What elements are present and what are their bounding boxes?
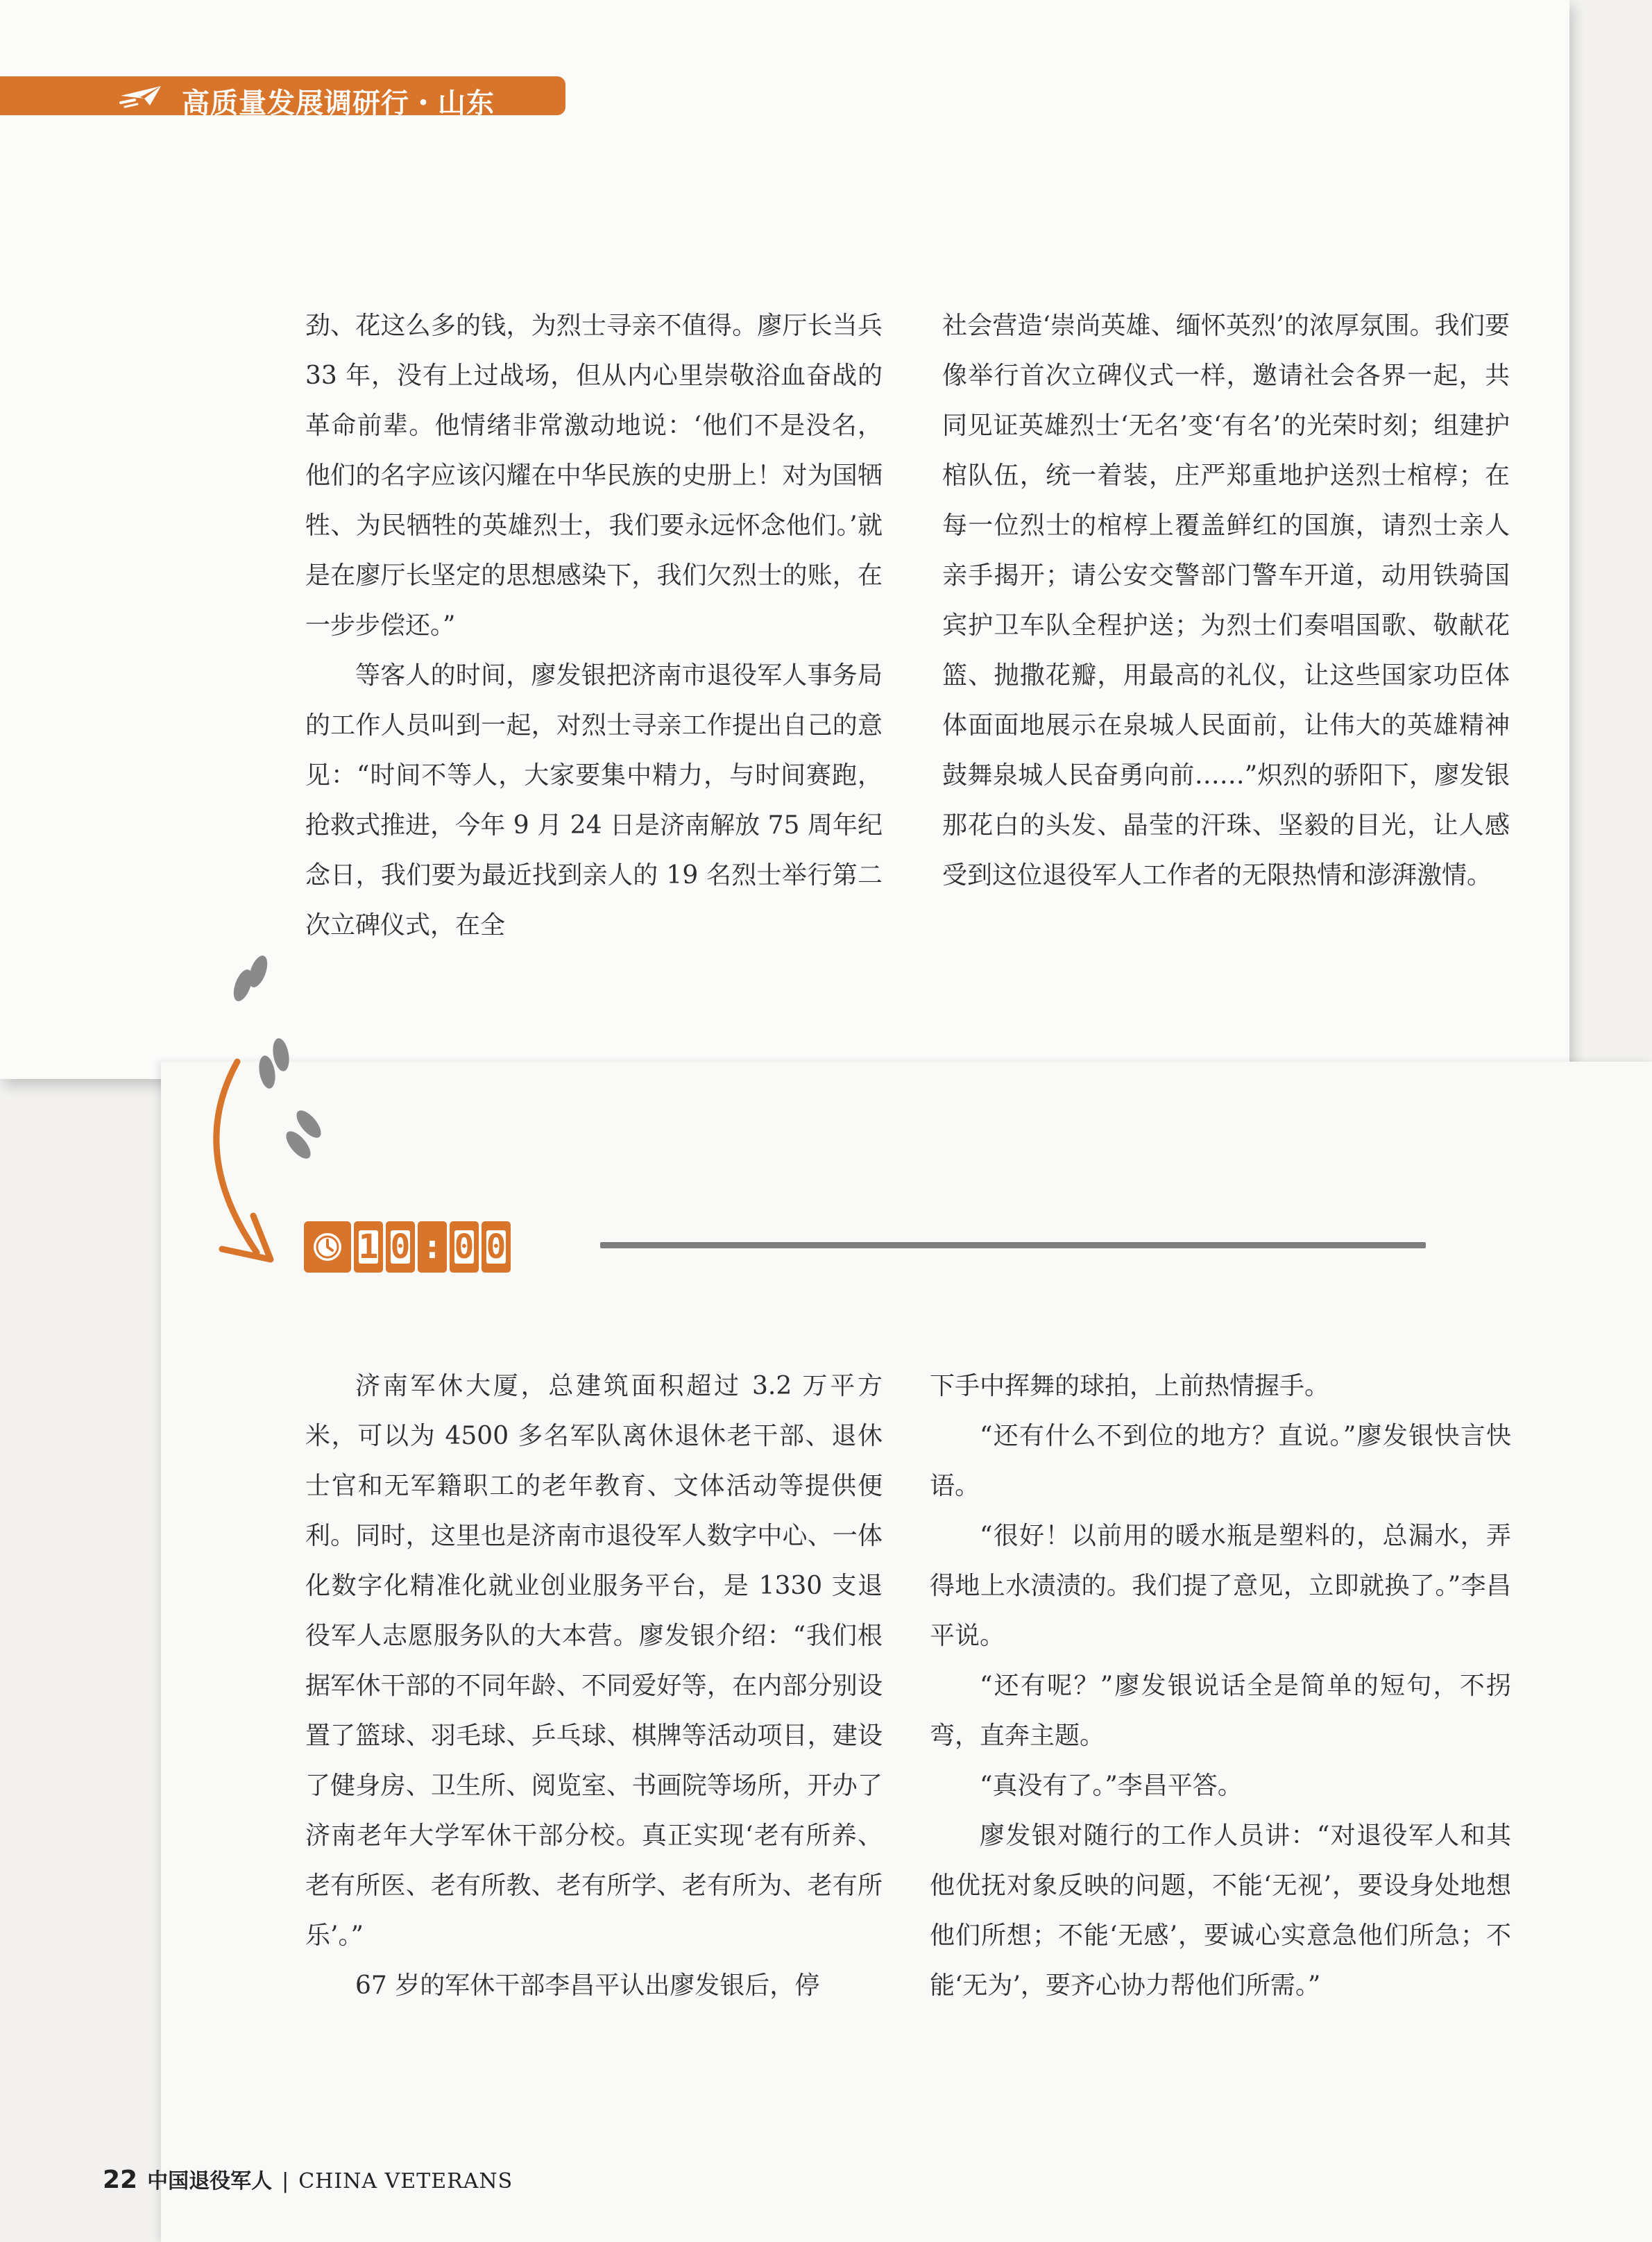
paragraph: 社会营造‘崇尚英雄、缅怀英烈’的浓厚氛围。我们要像举行首次立碑仪式一样，邀请社会各界一起，共同见证英雄烈士‘无名’变‘有名’的光荣时刻；组建护棺队伍，统一着装，庄严郑重地护送烈士棺椁；在每一位烈士的棺椁上覆盖鲜红的国旗，请烈士亲人亲手揭开；请公安交警部门警车开道，动用铁骑国宾护卫车队全程护送；为烈士们奏唱国歌、敬献花篮、抛撒花瓣，用最高的礼仪，让这些国家功臣体体面面地展示在泉城人民面前，让伟大的英雄精神鼓舞泉城人民奋勇向前……”炽烈的骄阳下，廖发银那花白的头发、晶莹的汗珠、坚毅的目光，让人感受到这位退役军人工作者的无限热情和澎湃激情。 [942, 312, 1510, 890]
paragraph: 劲、花这么多的钱，为烈士寻亲不值得。廖厅长当兵 33 年，没有上过战场，但从内心里崇敬浴血奋战的革命前辈。他情绪非常激动地说：‘他们不是没名，他们的名字应该闪耀在中华民族的史册上！对为国牺牲、为民牺牲的英雄烈士，我们要永远怀念他们。’就是在廖厅长坚定的思想感染下，我们欠烈士的账，在一步步偿还。” [305, 312, 883, 640]
time-digit: 0 [450, 1221, 479, 1273]
time-digit: 0 [386, 1221, 415, 1273]
section-header-tab [0, 76, 565, 119]
time-digit: 1 [354, 1221, 383, 1273]
paragraph: “还有什么不到位的地方？直说。”廖发银快言快语。 [930, 1422, 1511, 1500]
time-marker [304, 1221, 511, 1273]
page-footer [103, 2164, 513, 2194]
article-column-4 [930, 1361, 1511, 2011]
clock-icon [304, 1221, 351, 1273]
time-separator: : [418, 1221, 447, 1273]
paragraph: “还有呢？”廖发银说话全是简单的短句，不拐弯，直奔主题。 [930, 1672, 1511, 1750]
footer-separator: | [282, 2169, 289, 2193]
paragraph: 廖发银对随行的工作人员讲：“对退役军人和其他优抚对象反映的问题，不能‘无视’，要设身处地想他们所想；不能‘无感’，要诚心实意急他们所急；不能‘无为’，要齐心协力帮他们所需。” [930, 1821, 1511, 2000]
page-number: 22 [103, 2166, 138, 2194]
article-column-1 [305, 301, 883, 951]
section-title: 高质量发展调研行・山东 [182, 87, 495, 119]
magazine-name-cn: 中国退役军人 [147, 2169, 273, 2193]
paragraph: 等客人的时间，廖发银把济南市退役军人事务局的工作人员叫到一起，对烈士寻亲工作提出自己的意见：“时间不等人，大家要集中精力，与时间赛跑，抢救式推进，今年 9 月 24 日是济南解放 75 周年纪念日，我们要为最近找到亲人的 19 名烈士举行第二次立碑仪式，在全 [305, 661, 883, 940]
paragraph: “很好！以前用的暖水瓶是塑料的，总漏水，弄得地上水渍渍的。我们提了意见，立即就换了。”李昌平说。 [930, 1522, 1511, 1650]
paragraph: 下手中挥舞的球拍，上前热情握手。 [930, 1372, 1330, 1400]
paragraph: 济南军休大厦，总建筑面积超过 3.2 万平方米，可以为 4500 多名军队离休退休老干部、退休士官和无军籍职工的老年教育、文体活动等提供便利。同时，这里也是济南市退役军人数字中心、一体化数字化精准化就业创业服务平台，是 1330 支退役军人志愿服务队的大本营。廖发银介绍：“我们根据军休干部的不同年龄、不同爱好等，在内部分别设置了篮球、羽毛球、乒乓球、棋牌等活动项目，建设了健身房、卫生所、阅览室、书画院等场所，开办了济南老年大学军休干部分校。真正实现‘老有所养、老有所医、老有所教、老有所学、老有所为、老有所乐’。” [305, 1372, 883, 1950]
paragraph: “真没有了。”李昌平答。 [980, 1772, 1243, 1800]
paragraph: 67 岁的军休干部李昌平认出廖发银后，停 [355, 1971, 820, 2000]
article-column-2 [942, 301, 1510, 901]
time-digit: 0 [482, 1221, 511, 1273]
article-column-3 [305, 1361, 883, 2011]
magazine-name-en: CHINA VETERANS [298, 2169, 513, 2193]
paper-plane-icon [119, 83, 168, 108]
section-divider [600, 1242, 1426, 1248]
